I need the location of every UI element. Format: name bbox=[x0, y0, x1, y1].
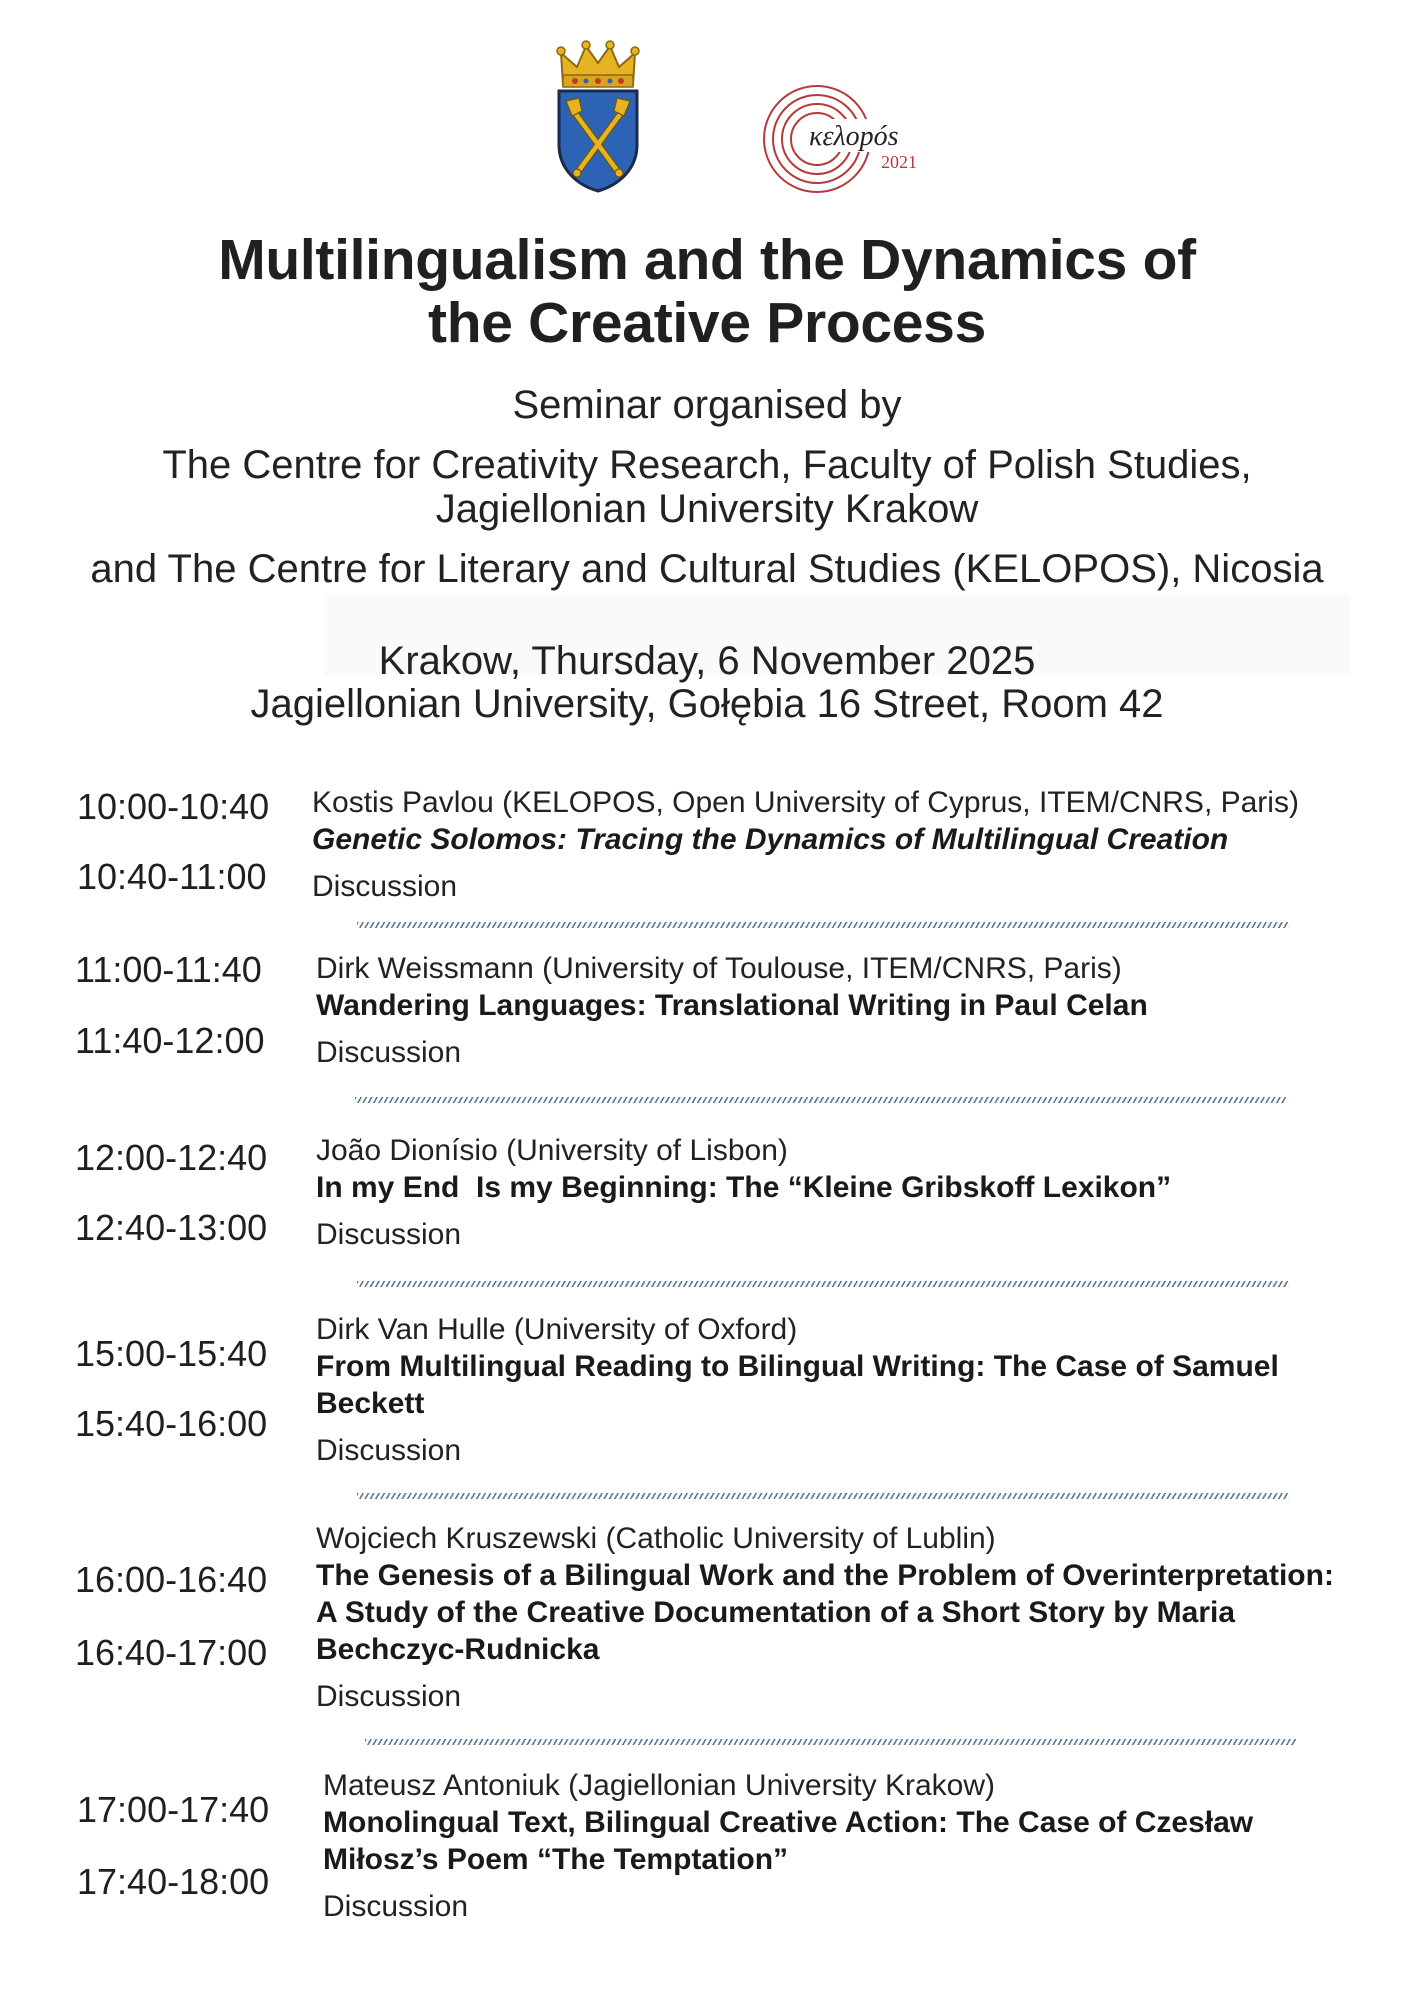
discussion-label: Discussion bbox=[316, 1680, 462, 1713]
section-divider bbox=[357, 1281, 1289, 1287]
jagiellonian-university-crest-icon bbox=[553, 39, 643, 193]
speaker-name: Mateusz Antoniuk (Jagiellonian University Krakow) bbox=[323, 1769, 995, 1802]
talk-time: 12:00-12:40 bbox=[75, 1137, 268, 1178]
speaker-name: Dirk Weissmann (University of Toulouse, ITEM/CNRS, Paris) bbox=[316, 952, 1122, 985]
schedule-slot bbox=[0, 949, 1414, 1069]
discussion-label: Discussion bbox=[312, 870, 458, 903]
organiser-jagiellonian: The Centre for Creativity Research, Faculty of Polish Studies, Jagiellonian University Krakow bbox=[162, 443, 1252, 531]
schedule-slot bbox=[0, 784, 1414, 903]
discussion-time: 16:40-17:00 bbox=[75, 1632, 268, 1673]
talk-details bbox=[316, 1520, 1356, 1715]
event-venue: Jagiellonian University, Gołębia 16 Street, Room 42 bbox=[250, 682, 1164, 726]
discussion-time: 12:40-13:00 bbox=[75, 1207, 268, 1248]
discussion-time: 17:40-18:00 bbox=[77, 1861, 270, 1902]
speaker-name: Kostis Pavlou (KELOPOS, Open University of Cyprus, ITEM/CNRS, Paris) bbox=[312, 786, 1299, 819]
discussion-label: Discussion bbox=[316, 1434, 462, 1467]
section-divider bbox=[357, 1493, 1289, 1499]
section-divider bbox=[357, 922, 1289, 928]
talk-details bbox=[323, 1767, 1363, 1925]
discussion-time: 10:40-11:00 bbox=[77, 856, 267, 897]
discussion-label: Discussion bbox=[316, 1218, 462, 1251]
section-divider bbox=[355, 1097, 1286, 1103]
talk-details bbox=[316, 950, 1356, 1071]
event-date: Krakow, Thursday, 6 November 2025 bbox=[378, 639, 1036, 683]
talk-title: Genetic Solomos: Tracing the Dynamics of Multilingual Creation bbox=[312, 823, 1229, 856]
speaker-name: Wojciech Kruszewski (Catholic University of Lublin) bbox=[316, 1522, 996, 1555]
talk-title: Wandering Languages: Translational Writing in Paul Celan bbox=[316, 989, 1148, 1022]
kelopos-year: 2021 bbox=[881, 152, 917, 172]
talk-time: 17:00-17:40 bbox=[77, 1789, 270, 1830]
seminar-title: Multilingualism and the Dynamics of the Creative Process bbox=[218, 228, 1196, 355]
kelopos-wordmark: κελopós bbox=[809, 121, 899, 152]
kelopos-logo-icon bbox=[761, 84, 933, 194]
talk-title: From Multilingual Reading to Bilingual Writing: The Case of Samuel Beckett bbox=[316, 1350, 1288, 1420]
speaker-name: João Dionísio (University of Lisbon) bbox=[316, 1134, 788, 1167]
talk-details bbox=[312, 784, 1352, 905]
talk-details bbox=[316, 1311, 1356, 1469]
talk-time: 15:00-15:40 bbox=[75, 1333, 268, 1374]
discussion-label: Discussion bbox=[316, 1036, 462, 1069]
talk-details bbox=[316, 1132, 1356, 1253]
speaker-name: Dirk Van Hulle (University of Oxford) bbox=[316, 1313, 798, 1346]
schedule-slot bbox=[0, 1520, 1414, 1713]
talk-title: Monolingual Text, Bilingual Creative Action: The Case of Czesław Miłosz’s Poem “The Temptation” bbox=[323, 1806, 1262, 1876]
organised-by-label: Seminar organised by bbox=[512, 383, 902, 427]
discussion-time: 15:40-16:00 bbox=[75, 1403, 268, 1444]
section-divider bbox=[365, 1739, 1296, 1745]
schedule-slot bbox=[0, 1132, 1414, 1251]
organiser-kelopos: and The Centre for Literary and Cultural Studies (KELOPOS), Nicosia bbox=[90, 547, 1324, 591]
discussion-time: 11:40-12:00 bbox=[75, 1020, 265, 1061]
talk-time: 16:00-16:40 bbox=[75, 1559, 268, 1600]
talk-time: 11:00-11:40 bbox=[75, 949, 262, 990]
discussion-label: Discussion bbox=[323, 1890, 469, 1923]
talk-title: In my End Is my Beginning: The “Kleine Gribskoff Lexikon” bbox=[316, 1171, 1172, 1204]
schedule-slot bbox=[0, 1767, 1414, 1923]
schedule-slot bbox=[0, 1311, 1414, 1467]
talk-title: The Genesis of a Bilingual Work and the Problem of Overinterpretation: A Study of the Creative Documentation of a Short Story by Maria Bechczyc-Rudnicka bbox=[316, 1559, 1342, 1666]
talk-time: 10:00-10:40 bbox=[77, 786, 270, 827]
